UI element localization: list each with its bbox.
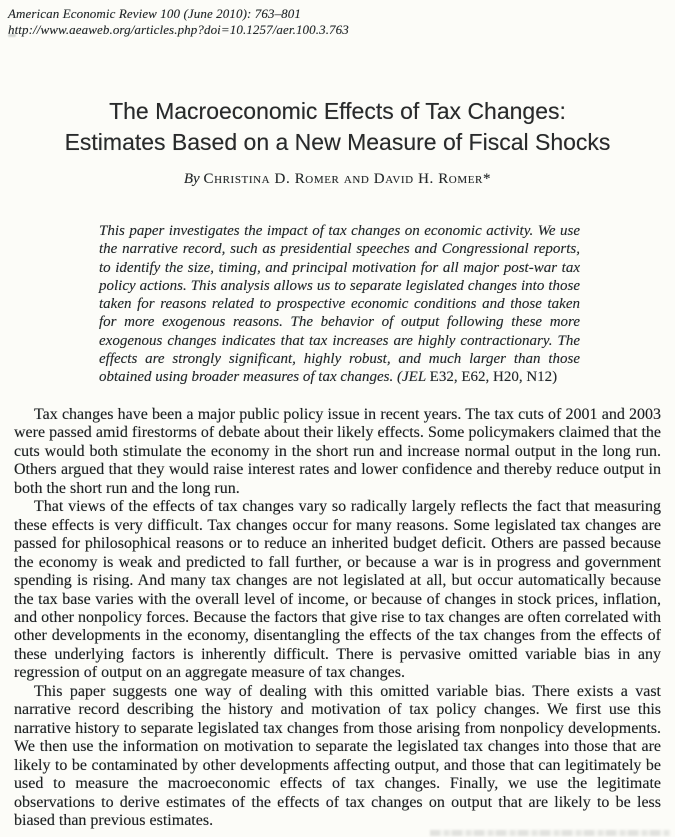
scan-artifact-speck xyxy=(8,34,16,37)
abstract-jel-codes: E32, E62, H20, N12) xyxy=(429,369,558,386)
abstract-text: This paper investigates the impact of tax changes on economic activity. We use the narrative record, such as presidential speeches and Congressional reports, to identify the size, timing, and principal motivation for all major post-war tax policy actions. This analysis allows us to separate legislated changes into those taken for reasons related to prospective economic conditions and those taken for more exogenous reasons. The behavior of output following these more exogenous changes indicates that tax increases are highly contractionary. The effects are strongly significant, highly robust, and much larger than those obtained using broader measures of tax changes. xyxy=(99,223,580,386)
body-text xyxy=(14,406,661,830)
header-citation xyxy=(8,6,349,38)
title-line-2: Estimates Based on a New Measure of Fiscal Shocks xyxy=(64,128,611,155)
byline-prefix: By xyxy=(183,171,200,187)
abstract xyxy=(99,222,580,387)
byline xyxy=(0,171,675,188)
paper-title xyxy=(0,96,675,157)
body-paragraph-3: This paper suggests one way of dealing with this omitted variable bias. There exists a vast narrative record describing the history and motivation of tax policy changes. We first use this narrative history to separate legislated tax changes from those arising from nonpolicy developments. We then use the information on motivation to separate the legislated tax changes into those that are likely to be contaminated by other developments affecting output, and those that can legitimately be used to measure the macroeconomic effects of tax changes. Finally, we use the legitimate observations to derive estimates of the effects of tax changes on output that are likely to be less biased than previous estimates. xyxy=(14,682,661,829)
journal-citation-line: American Economic Review 100 (June 2010): 763–801 xyxy=(8,6,301,21)
article-url-line: http://www.aeaweb.org/articles.php?doi=10.1257/aer.100.3.763 xyxy=(8,22,349,37)
byline-authors: Christina D. Romer and David H. Romer* xyxy=(203,171,492,187)
title-line-1: The Macroeconomic Effects of Tax Changes: xyxy=(109,98,566,124)
abstract-jel-open: (JEL xyxy=(397,369,426,386)
body-paragraph-1: Tax changes have been a major public policy issue in recent years. The tax cuts of 2001 and 2003 were passed amid firestorms of debate about their likely effects. Some policymakers claimed that the cuts would both stimulate the economy in the short run and increase normal output in the long run. Others argued that they would raise interest rates and lower confidence and thereby reduce output in both the short run and the long run. xyxy=(14,406,661,497)
cut-off-text-line-artifact xyxy=(430,830,670,836)
body-paragraph-2: That views of the effects of tax changes vary so radically largely reflects the fact that measuring these effects is very difficult. Tax changes occur for many reasons. Some legislated tax changes are passed for philosophical reasons or to reduce an inherited budget deficit. Others are passed because the economy is weak and predicted to fall further, or because a war is in progress and government spending is rising. And many tax changes are not legislated at all, but occur automatically because the tax base varies with the overall level of income, or because of changes in stock prices, inflation, and other nonpolicy forces. Because the factors that give rise to tax changes are often correlated with other developments in the economy, disentangling the effects of the tax changes from the effects of these underlying factors is inherently difficult. There is pervasive omitted variable bias in any regression of output on an aggregate measure of tax changes. xyxy=(14,498,661,682)
